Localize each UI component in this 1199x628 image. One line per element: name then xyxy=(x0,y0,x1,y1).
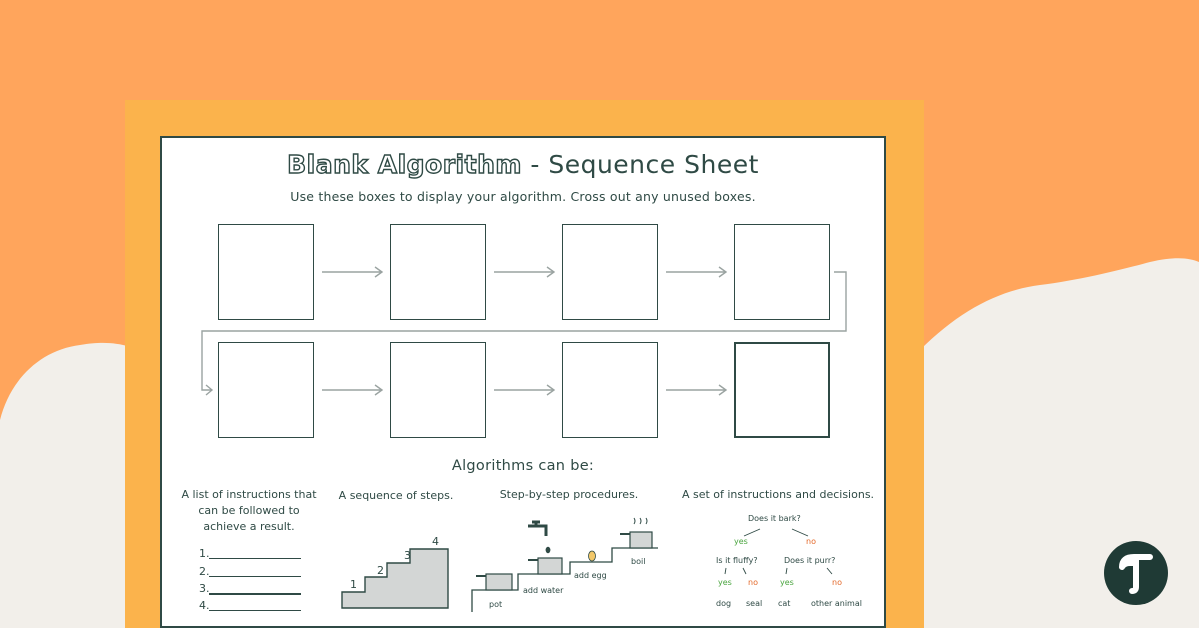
list-item-line xyxy=(209,576,301,577)
title-outline-part: Blank Algorithm xyxy=(287,150,522,179)
section-heading: Algorithms can be: xyxy=(451,458,595,474)
decision-outcome: cat xyxy=(778,599,791,608)
decision-no-label: no xyxy=(806,537,816,546)
staircase-icon xyxy=(340,545,455,610)
decision-no-label: no xyxy=(748,578,758,587)
decision-question-root: Does it bark? xyxy=(748,514,801,523)
decision-outcome: other animal xyxy=(811,599,862,608)
list-item-number: 4. xyxy=(199,599,210,612)
decision-no-label: no xyxy=(832,578,842,587)
list-item-number: 3. xyxy=(199,582,210,595)
arrow-2 xyxy=(494,267,554,277)
arrow-5 xyxy=(494,385,554,395)
step-number: 2 xyxy=(377,564,384,577)
step-number: 1 xyxy=(350,578,357,591)
list-definition: A list of instructions that can be followed to achieve a result. xyxy=(181,488,317,533)
procedure-caption: add egg xyxy=(574,571,607,580)
procedure-caption: boil xyxy=(631,557,646,566)
decisions-definition: A set of instructions and decisions. xyxy=(681,488,875,501)
arrow-4 xyxy=(322,385,382,395)
sequence-definition: A sequence of steps. xyxy=(338,489,454,502)
list-item-line xyxy=(209,558,301,559)
arrow-6 xyxy=(666,385,726,395)
arrow-3 xyxy=(666,267,726,277)
list-item-line xyxy=(209,610,301,611)
decision-yes-label: yes xyxy=(734,537,748,546)
list-item-number: 1. xyxy=(199,547,210,560)
decision-outcome: dog xyxy=(716,599,732,608)
step-number: 3 xyxy=(404,549,411,562)
decision-question-right: Does it purr? xyxy=(784,556,836,565)
arrow-1 xyxy=(322,267,382,277)
teach-starter-logo-icon[interactable] xyxy=(1104,541,1168,605)
procedure-caption: pot xyxy=(489,600,503,609)
worksheet-subtitle: Use these boxes to display your algorithm. Cross out any unused boxes. xyxy=(290,189,756,204)
title-plain-part: - Sequence Sheet xyxy=(521,150,759,179)
list-item-line xyxy=(209,593,301,595)
wrap-connector xyxy=(202,272,846,395)
procedures-definition: Step-by-step procedures. xyxy=(499,488,639,501)
decision-yes-label: yes xyxy=(718,578,732,587)
decision-outcome: seal xyxy=(746,599,763,608)
procedure-caption: add water xyxy=(523,586,564,595)
logo-mark-icon xyxy=(1104,541,1168,605)
decision-yes-label: yes xyxy=(780,578,794,587)
step-number: 4 xyxy=(432,535,439,548)
decision-question-left: Is it fluffy? xyxy=(716,556,758,565)
list-item-number: 2. xyxy=(199,565,210,578)
